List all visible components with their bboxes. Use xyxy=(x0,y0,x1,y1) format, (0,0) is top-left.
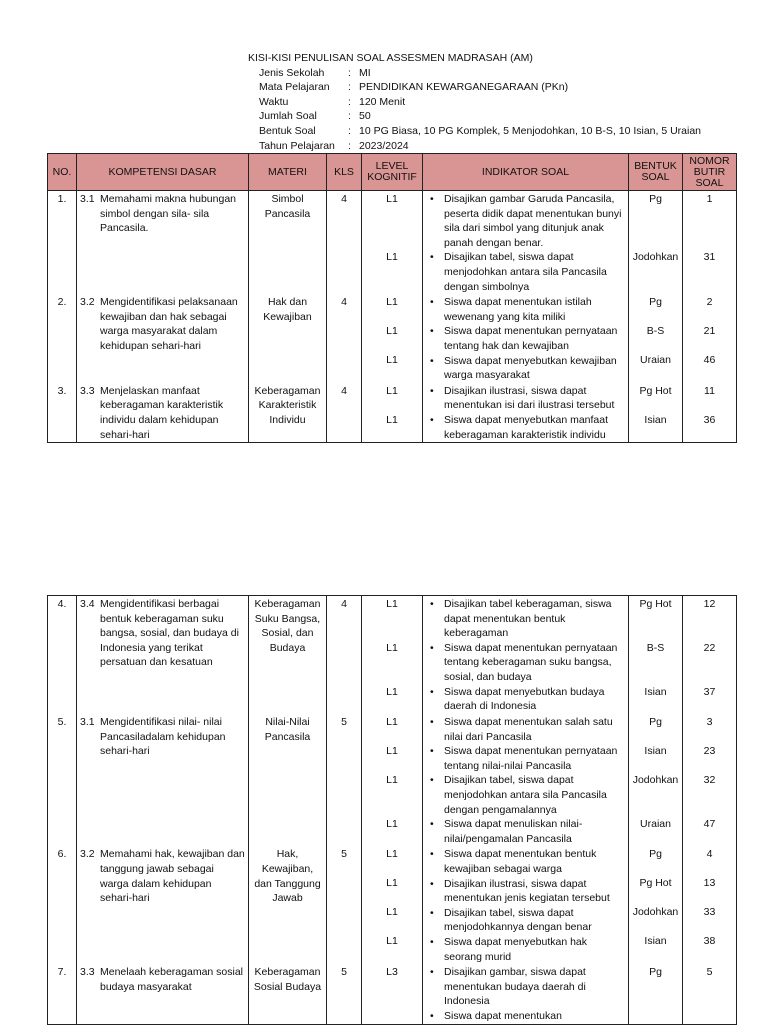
bentuk-soal-cell xyxy=(629,191,683,295)
nomor-value: 23 xyxy=(703,745,716,757)
bentuk-value: Pg Hot xyxy=(639,384,672,397)
level-kognitif-cell xyxy=(362,964,423,1025)
indikator-item: • Disajikan ilustrasi, siswa dapat menentukan jenis kegiatan tersebut xyxy=(426,877,625,906)
kls-cell: 5 xyxy=(327,964,362,1025)
table-row xyxy=(48,846,737,964)
level-value: L1 xyxy=(386,325,398,338)
indikator-item: • Disajikan tabel keberagaman, siswa dapat menentukan bentuk keberagaman xyxy=(426,597,625,641)
indikator-item: • Disajikan gambar Garuda Pancasila, peserta didik dapat menentukan bunyi sila dari simbol yang ditunjuk anak panah dengan benar. xyxy=(426,192,625,250)
level-value: L1 xyxy=(386,848,398,861)
kompetensi-dasar-cell xyxy=(77,191,249,295)
level-value: L1 xyxy=(386,598,398,610)
level-value: L1 xyxy=(386,413,398,426)
level-kognitif-cell xyxy=(362,846,423,964)
table-body-page-1 xyxy=(48,191,737,443)
kd-text: Mengidentifikasi berbagai bentuk keberagaman suku bangsa, sosial, dan budaya di Indonesia yang terikat persatuan dan kesatuan xyxy=(100,598,239,669)
kd-number: 3.3 xyxy=(80,966,95,979)
indikator-item: • Siswa dapat menentukan bentuk kewajiban sebagai warga xyxy=(426,847,625,876)
level-value: L1 xyxy=(386,935,398,948)
materi-cell: Simbol Pancasila xyxy=(249,191,327,295)
level-value: L1 xyxy=(386,906,398,919)
kls-cell: 5 xyxy=(327,846,362,964)
nomor-value: 36 xyxy=(703,413,716,426)
field-jumlah-soal: Jumlah Soal : 50 xyxy=(259,110,371,123)
nomor-value xyxy=(686,1009,733,1024)
bentuk-value: B-S xyxy=(646,642,665,654)
field-bentuk-soal: Bentuk Soal : 10 PG Biasa, 10 PG Komplek, 5 Menjodohkan, 10 B-S, 10 Isian, 5 Uraian xyxy=(259,124,702,137)
level-value: L1 xyxy=(386,818,398,830)
indikator-soal-cell xyxy=(423,294,629,383)
kd-number: 3.3 xyxy=(80,384,95,397)
indikator-soal-cell xyxy=(423,191,629,295)
indikator-list xyxy=(426,847,625,964)
bentuk-value: Jodohkan xyxy=(632,251,679,263)
level-value: L1 xyxy=(386,745,398,757)
table-row xyxy=(48,383,737,443)
nomor-value: 22 xyxy=(703,642,716,654)
field-mata-pelajaran: Mata Pelajaran : PENDIDIKAN KEWARGANEGARAAN (PKn) xyxy=(259,81,569,94)
indikator-list xyxy=(426,715,625,846)
nomor-value: 4 xyxy=(706,848,713,861)
row-number: 3. xyxy=(48,383,77,443)
kd-text: Mengidentifikasi pelaksanaan kewajiban dan hak sebagai warga masyarakat dalam kehidupan sehari-hari xyxy=(100,296,238,352)
kompetensi-dasar-cell xyxy=(77,294,249,383)
bentuk-value: Isian xyxy=(644,686,667,698)
row-number: 2. xyxy=(48,294,77,383)
nomor-value: 31 xyxy=(703,251,716,263)
indikator-soal-cell xyxy=(423,964,629,1025)
materi-cell: Nilai-Nilai Pancasila xyxy=(249,714,327,846)
level-value: L1 xyxy=(386,251,398,263)
nomor-value: 12 xyxy=(703,598,716,610)
table-body-page-2 xyxy=(48,596,737,1025)
kd-text: Menjelaskan manfaat keberagaman karakteristik individu dalam kehidupan sehari-hari xyxy=(100,384,224,441)
level-value: L1 xyxy=(386,296,398,309)
indikator-item: • Disajikan gambar, siswa dapat menentukan budaya daerah di Indonesia xyxy=(426,965,625,1009)
level-kognitif-cell xyxy=(362,596,423,715)
col-header-nomor-butir-soal: NOMOR BUTIR SOAL xyxy=(683,154,737,191)
field-tahun-pelajaran: Tahun Pelajaran : 2023/2024 xyxy=(259,139,409,152)
row-number: 5. xyxy=(48,714,77,846)
col-header-materi: MATERI xyxy=(249,154,327,191)
bentuk-soal-cell xyxy=(629,596,683,715)
indikator-soal-cell xyxy=(423,383,629,443)
nomor-value: 38 xyxy=(703,935,716,948)
materi-cell: Hak dan Kewajiban xyxy=(249,294,327,383)
kls-cell: 4 xyxy=(327,383,362,443)
document-title: KISI-KISI PENULISAN SOAL ASSESMEN MADRASAH (AM) xyxy=(248,52,533,64)
kd-number: 3.1 xyxy=(80,716,95,728)
nomor-butir-cell xyxy=(683,191,737,295)
nomor-value: 47 xyxy=(703,818,716,830)
materi-cell: Hak, Kewajiban, dan Tanggung Jawab xyxy=(249,846,327,964)
indikator-item: • Disajikan ilustrasi, siswa dapat menentukan isi dari ilustrasi tersebut xyxy=(426,384,625,413)
col-header-level-kognitif: LEVEL KOGNITIF xyxy=(362,154,423,191)
indikator-item: • Siswa dapat menyebutkan kewajiban warga masyarakat xyxy=(426,354,625,383)
col-header-kompetensi-dasar: KOMPETENSI DASAR xyxy=(77,154,249,191)
table-row xyxy=(48,596,737,715)
level-value: L1 xyxy=(386,774,398,786)
indikator-item: • Siswa dapat menyebutkan hak seorang murid xyxy=(426,935,625,964)
level-value: L3 xyxy=(386,966,398,979)
col-header-bentuk-soal: BENTUK SOAL xyxy=(629,154,683,191)
nomor-value: 3 xyxy=(706,716,713,728)
nomor-value: 2 xyxy=(706,296,713,309)
indikator-soal-cell xyxy=(423,714,629,846)
kd-number: 3.4 xyxy=(80,598,95,610)
bentuk-value: Uraian xyxy=(640,354,671,367)
kls-cell: 4 xyxy=(327,294,362,383)
bentuk-value xyxy=(632,1009,679,1024)
row-number: 6. xyxy=(48,846,77,964)
indikator-item: • Siswa dapat menyebutkan manfaat keberagaman karakteristik individu xyxy=(426,413,625,442)
nomor-value: 32 xyxy=(703,774,716,786)
col-header-indikator-soal: INDIKATOR SOAL xyxy=(423,154,629,191)
col-header-no: NO. xyxy=(48,154,77,191)
field-waktu: Waktu : 120 Menit xyxy=(259,95,406,108)
kd-text: Memahami makna hubungan simbol dengan sila- sila Pancasila. xyxy=(100,193,236,235)
indikator-item: • Siswa dapat menentukan xyxy=(426,1009,625,1024)
indikator-soal-cell xyxy=(423,596,629,715)
level-value: L1 xyxy=(386,642,398,654)
level-value: L1 xyxy=(386,716,398,728)
level-value xyxy=(365,1009,419,1024)
indikator-item: • Siswa dapat menentukan pernyataan tentang nilai-nilai Pancasila xyxy=(426,744,625,773)
row-number: 1. xyxy=(48,191,77,295)
nomor-butir-cell xyxy=(683,714,737,846)
nomor-butir-cell xyxy=(683,846,737,964)
nomor-butir-cell xyxy=(683,964,737,1025)
kd-number: 3.2 xyxy=(80,296,95,309)
indikator-item: • Siswa dapat menuliskan nilai-nilai/pengamalan Pancasila xyxy=(426,817,625,846)
kompetensi-dasar-cell xyxy=(77,383,249,443)
indikator-item: • Siswa dapat menentukan pernyataan tentang keberagaman suku bangsa, sosial, dan budaya xyxy=(426,641,625,685)
level-kognitif-cell xyxy=(362,191,423,295)
bentuk-value: Pg xyxy=(649,848,662,861)
materi-cell: Keberagaman Suku Bangsa, Sosial, dan Budaya xyxy=(249,596,327,715)
level-kognitif-cell xyxy=(362,714,423,846)
indikator-list xyxy=(426,597,625,714)
bentuk-value: Pg xyxy=(649,716,662,728)
nomor-value: 5 xyxy=(706,966,713,979)
table-row xyxy=(48,714,737,846)
indikator-item: • Disajikan tabel, siswa dapat menjodohkannya dengan benar xyxy=(426,906,625,935)
kisi-kisi-table-page-2 xyxy=(47,595,737,1025)
bentuk-value: Jodohkan xyxy=(632,906,679,919)
nomor-value: 33 xyxy=(703,906,716,919)
kisi-kisi-table-page-1 xyxy=(47,153,737,443)
bentuk-value: Isian xyxy=(644,413,667,426)
nomor-value: 21 xyxy=(703,325,716,338)
nomor-value: 11 xyxy=(704,384,715,397)
bentuk-value: Pg xyxy=(649,193,662,205)
table-row xyxy=(48,964,737,1025)
indikator-item: • Siswa dapat menentukan salah satu nilai dari Pancasila xyxy=(426,715,625,744)
nomor-value: 1 xyxy=(706,193,713,205)
kd-number: 3.2 xyxy=(80,848,95,861)
kd-text: Mengidentifikasi nilai- nilai Pancasiladalam kehidupan sehari-hari xyxy=(100,716,226,758)
row-number: 7. xyxy=(48,964,77,1025)
indikator-list xyxy=(426,192,625,294)
bentuk-value: Pg xyxy=(649,966,662,979)
field-jenis-sekolah: Jenis Sekolah : MI xyxy=(259,66,371,79)
bentuk-soal-cell xyxy=(629,964,683,1025)
kompetensi-dasar-cell xyxy=(77,714,249,846)
bentuk-soal-cell xyxy=(629,714,683,846)
materi-cell: Keberagaman Sosial Budaya xyxy=(249,964,327,1025)
nomor-value: 46 xyxy=(703,354,716,367)
kd-text: Menelaah keberagaman sosial budaya masyarakat xyxy=(100,966,244,993)
bentuk-soal-cell xyxy=(629,846,683,964)
table-row xyxy=(48,294,737,383)
nomor-butir-cell xyxy=(683,383,737,443)
indikator-item: • Siswa dapat menentukan istilah wewenang yang kita miliki xyxy=(426,295,625,324)
bentuk-value: Isian xyxy=(644,745,667,757)
kls-cell: 5 xyxy=(327,714,362,846)
level-value: L1 xyxy=(386,686,398,698)
indikator-list xyxy=(426,965,625,1023)
bentuk-value: Isian xyxy=(644,935,667,948)
bentuk-soal-cell xyxy=(629,294,683,383)
kompetensi-dasar-cell xyxy=(77,964,249,1025)
bentuk-value: Pg Hot xyxy=(639,877,672,890)
bentuk-value: Pg Hot xyxy=(639,598,672,610)
col-header-kls: KLS xyxy=(327,154,362,191)
level-kognitif-cell xyxy=(362,294,423,383)
indikator-item: • Disajikan tabel, siswa dapat menjodohkan antara sila Pancasila dengan pengamalannya xyxy=(426,773,625,817)
kompetensi-dasar-cell xyxy=(77,596,249,715)
bentuk-value: B-S xyxy=(646,325,665,338)
document-header xyxy=(248,51,701,153)
indikator-item: • Disajikan tabel, siswa dapat menjodohkan antara sila Pancasila dengan simbolnya xyxy=(426,250,625,294)
nomor-value: 13 xyxy=(703,877,716,890)
indikator-list xyxy=(426,295,625,383)
nomor-butir-cell xyxy=(683,294,737,383)
nomor-value: 37 xyxy=(703,686,716,698)
level-value: L1 xyxy=(386,354,398,367)
kd-number: 3.1 xyxy=(80,193,95,205)
materi-cell: Keberagaman Karakteristik Individu xyxy=(249,383,327,443)
kompetensi-dasar-cell xyxy=(77,846,249,964)
level-kognitif-cell xyxy=(362,383,423,443)
bentuk-value: Pg xyxy=(649,296,662,309)
indikator-soal-cell xyxy=(423,846,629,964)
bentuk-soal-cell xyxy=(629,383,683,443)
level-value: L1 xyxy=(386,193,398,205)
table-row xyxy=(48,191,737,295)
kd-text: Memahami hak, kewajiban dan tanggung jawab sebagai warga dalam kehidupan sehari-hari xyxy=(100,848,245,905)
indikator-item: • Siswa dapat menyebutkan budaya daerah di Indonesia xyxy=(426,685,625,714)
nomor-butir-cell xyxy=(683,596,737,715)
kls-cell: 4 xyxy=(327,191,362,295)
level-value: L1 xyxy=(386,384,398,397)
indikator-item: • Siswa dapat menentukan pernyataan tentang hak dan kewajiban xyxy=(426,324,625,353)
kls-cell: 4 xyxy=(327,596,362,715)
bentuk-value: Uraian xyxy=(640,818,671,830)
indikator-list xyxy=(426,384,625,442)
row-number: 4. xyxy=(48,596,77,715)
bentuk-value: Jodohkan xyxy=(632,774,679,786)
table-header-row xyxy=(48,154,737,191)
level-value: L1 xyxy=(386,877,398,890)
